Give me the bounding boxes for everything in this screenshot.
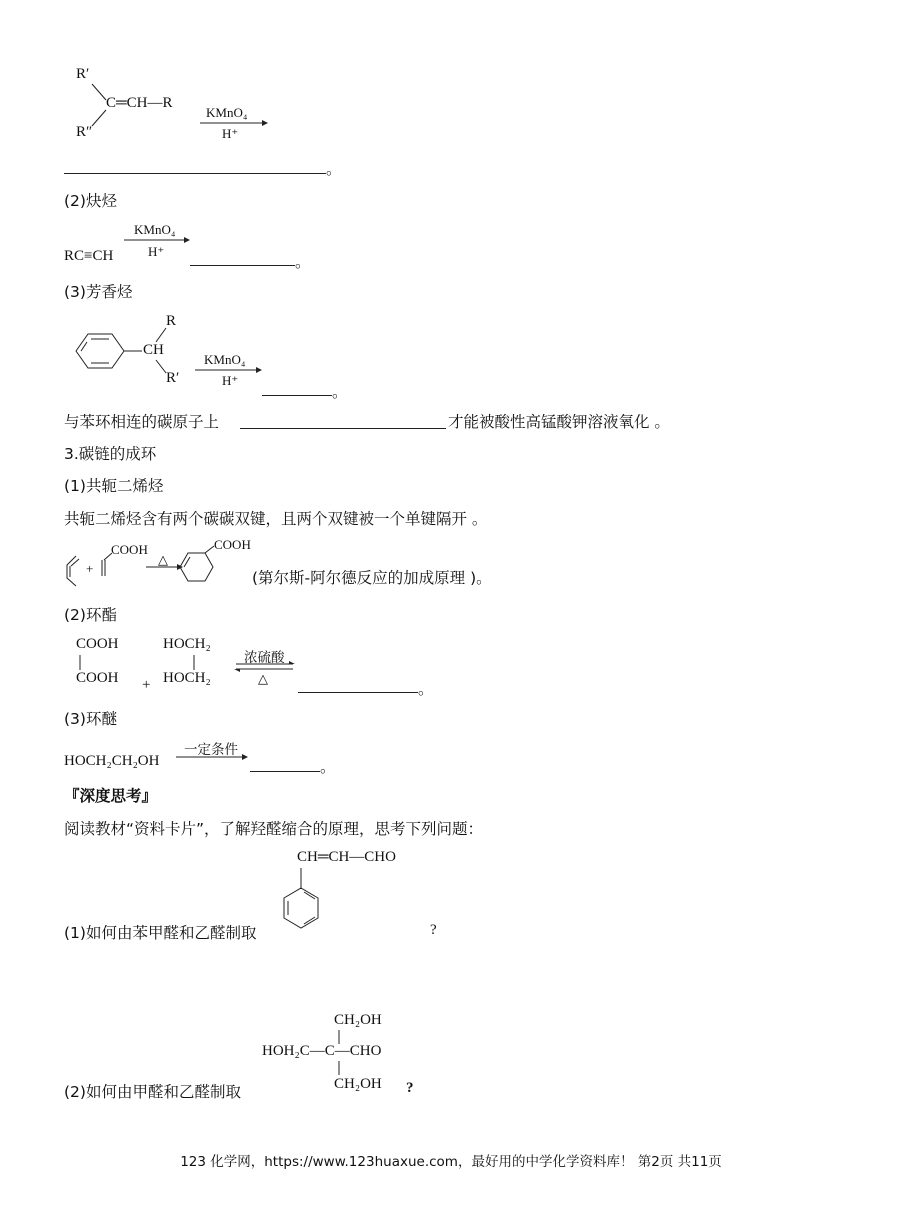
page-footer: 123 化学网，https://www.123huaxue.com，最好用的中学化学资料库！ 第2页 共11页 (180, 1154, 722, 1170)
aromatic-r: R (166, 313, 177, 329)
diels-alder-note: (第尔斯-阿尔德反应的加成原理 )。 (252, 569, 492, 587)
q1-target-formula: CH═CH—CHO (297, 849, 396, 865)
alkene-r-double-prime: R″ (76, 124, 93, 140)
aromatic-ch: CH (143, 342, 164, 358)
diene-plus: + (86, 561, 94, 576)
ester-cooh-top: COOH (76, 636, 119, 652)
ester-reagent: 浓硫酸 (244, 650, 285, 666)
alkene-condition: H⁺ (222, 126, 239, 141)
alkene-end-mark: 。 (326, 160, 342, 178)
aromatic-heading: (3)芳香烃 (64, 283, 133, 301)
aromatic-rule-before: 与苯环相连的碳原子上 (64, 413, 220, 431)
alkene-r-prime: R′ (76, 66, 90, 82)
diene-heat: △ (158, 552, 168, 567)
ester-plus: + (142, 677, 151, 693)
aromatic-condition: H⁺ (222, 373, 239, 388)
ester-hoch2-top: HOCH₂ (163, 636, 211, 652)
aromatic-end-mark: 。 (332, 383, 348, 401)
ether-end-mark: 。 (320, 758, 336, 776)
alkyne-end-mark: 。 (295, 253, 311, 271)
diene-description: 共轭二烯烃含有两个碳碳双键，且两个双键被一个单键隔开 。 (64, 510, 488, 528)
alkene-c-ch-r: C═CH—R (106, 95, 173, 111)
aromatic-r-prime: R′ (166, 370, 180, 386)
alkyne-heading: (2)炔烃 (64, 192, 117, 210)
ether-condition: 一定条件 (184, 742, 238, 758)
ring-heading: 3.碳链的成环 (64, 445, 157, 463)
alkyne-formula: RC≡CH (64, 248, 114, 264)
aromatic-rule-after: 才能被酸性高锰酸钾溶液氧化 。 (448, 413, 670, 431)
ester-heat: △ (258, 671, 268, 686)
diene-reactant-cooh: COOH (111, 542, 148, 557)
q2-top-group: CH₂OH (334, 1012, 382, 1028)
ester-heading: (2)环酯 (64, 606, 117, 624)
diene-product-cooh: COOH (214, 537, 251, 552)
aromatic-reagent: KMnO₄ (204, 352, 246, 367)
ester-cooh-bottom: COOH (76, 670, 119, 686)
ether-heading: (3)环醚 (64, 710, 117, 728)
diene-heading: (1)共轭二烯烃 (64, 477, 164, 495)
q1-question-mark: ? (430, 922, 437, 938)
q1-text: (1)如何由苯甲醛和乙醛制取 (64, 924, 257, 942)
ester-end-mark: 。 (418, 680, 434, 698)
alkyne-condition: H⁺ (148, 244, 165, 259)
q2-middle-chain: HOH₂C—C—CHO (262, 1043, 382, 1059)
q2-question-mark: ? (406, 1080, 414, 1096)
deep-thinking-title: 『深度思考』 (64, 787, 158, 805)
alkyne-reagent: KMnO₄ (134, 222, 176, 237)
q2-text: (2)如何由甲醛和乙醛制取 (64, 1083, 241, 1101)
q2-bottom-group: CH₂OH (334, 1076, 382, 1092)
deep-thinking-intro: 阅读教材“资料卡片”，了解羟醛缩合的原理，思考下列问题： (64, 820, 484, 838)
ether-formula: HOCH₂CH₂OH (64, 753, 160, 769)
ester-hoch2-bottom: HOCH₂ (163, 670, 211, 686)
alkene-reagent: KMnO₄ (206, 105, 248, 120)
